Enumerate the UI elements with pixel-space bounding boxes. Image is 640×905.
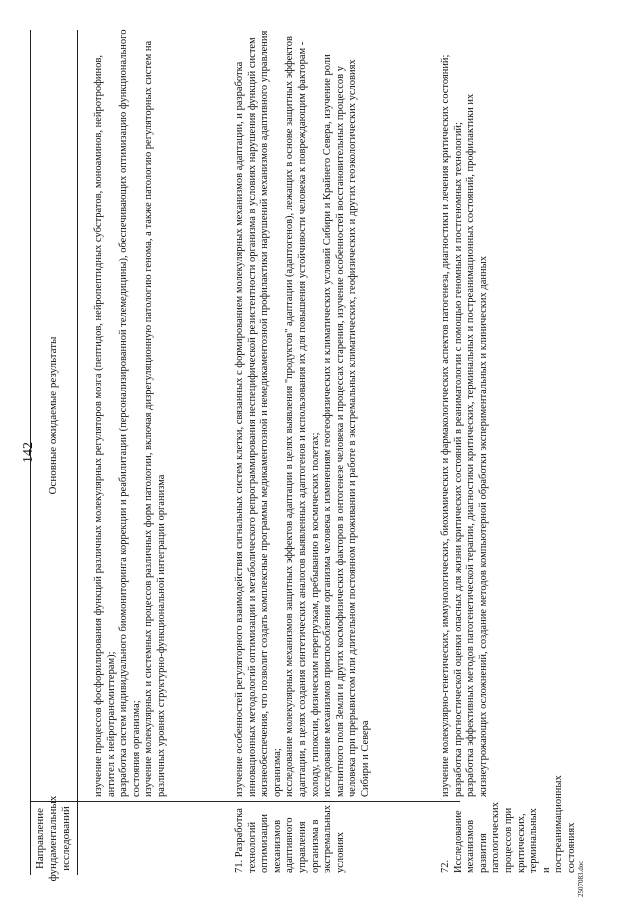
- result-item: разработка систем индивидуального биомониторинга коррекции и реабилитации (персонализированной телемедицины), обеспечивающих оптимизацию функционального состояния организма;: [118, 29, 142, 797]
- row-71-results: [234, 27, 373, 797]
- result-item: изучение молекулярно-генетических, иммунологических, биохимических и фармакологических аспектов патогенеза, диагностики и лечения критических состояний;: [440, 54, 451, 797]
- page-number: 142: [21, 442, 36, 463]
- row-72-direction: 72. Исследование механизмов развития патологических процессов при критических, терминальных и постреанимационных состояниях: [440, 775, 577, 873]
- header-divider: [77, 30, 78, 875]
- result-item: разработка эффективных методов патогенетической терапии, диагностики критических, терминальных и постреанимационных состояний, профилактики их жизнеугрожающих осложнений, создание методов компьютерной обработки экспериментальных и клинических данных: [465, 93, 489, 797]
- result-item: разработка прогностической оценки опасных для жизни критических состояний в реаниматологии с помощью геномных и постгеномных технологий;: [452, 122, 464, 797]
- row-72-results: [440, 27, 490, 797]
- result-item: исследование молекулярных механизмов защитных эффектов адаптации в целях выявления "продуктов" адаптации (адаптогенов), лежащих в основе защитных эффектов адаптации, в целях создания синтетических аналогов выявленных адаптогенов и использования их для повышения устойчивости человека к повреждающим факторам - холоду, гипоксии, физическим перегрузкам, пребыванию в космических полетах;: [284, 36, 321, 797]
- results-table: [30, 29, 577, 882]
- header-direction: Направление фундаментальных исследований: [34, 795, 72, 882]
- result-item: изучение процессов фосфорилирования функций различных молекулярных регуляторов мозга (пептидов, нейропептидных субстратов, моноаминов, нейротрофинов, антител к нейротрансмиттерам);: [93, 55, 117, 797]
- row-71-direction: 71. Разработка технологий оптимизации механизмов адаптивного управления организма в экстремальных условиях: [234, 805, 346, 873]
- document-id: 2507083.doc: [577, 860, 585, 897]
- result-item: изучение особенностей регуляторного взаимодействия сигнальных систем клетки, связанных с формированием молекулярных механизмов адаптации, и разработка инновационных методологий оптимизации и метаболического репрограммирования неспецифической резистентности организма в условиях нарушения функций систем жизнеобеспечения, что позволит создать комплексные программы медикаментозной и немедикаментозной профилактики нарушений механизмов адаптивного управления организма;: [234, 30, 283, 797]
- row-1-results: [93, 27, 169, 797]
- result-item: исследование механизмов приспособления организма человека к изменениям геогеофизических и климатических условий Сибири и Крайнего Севера, изучение роли магнитного поля Земли и других космофизических факторов в онтогенезе человека и процессах старения, изучение особенностей восстановительных процессов у человека при прерывистом или длительном постоянном проживании и работе в экстремальных климатических, геофизических и других геоэкологических условиях Сибири и Севера: [322, 54, 371, 797]
- column-divider: [30, 801, 460, 802]
- header-results: Основные ожидаемые результаты: [47, 336, 59, 495]
- result-item: изучение молекулярных и системных процессов различных форм патологии, включая дизрегуляционную патологию генома, а также патологию регуляторных систем на различных уровнях структурно-функциональной интеграции организма: [143, 40, 167, 797]
